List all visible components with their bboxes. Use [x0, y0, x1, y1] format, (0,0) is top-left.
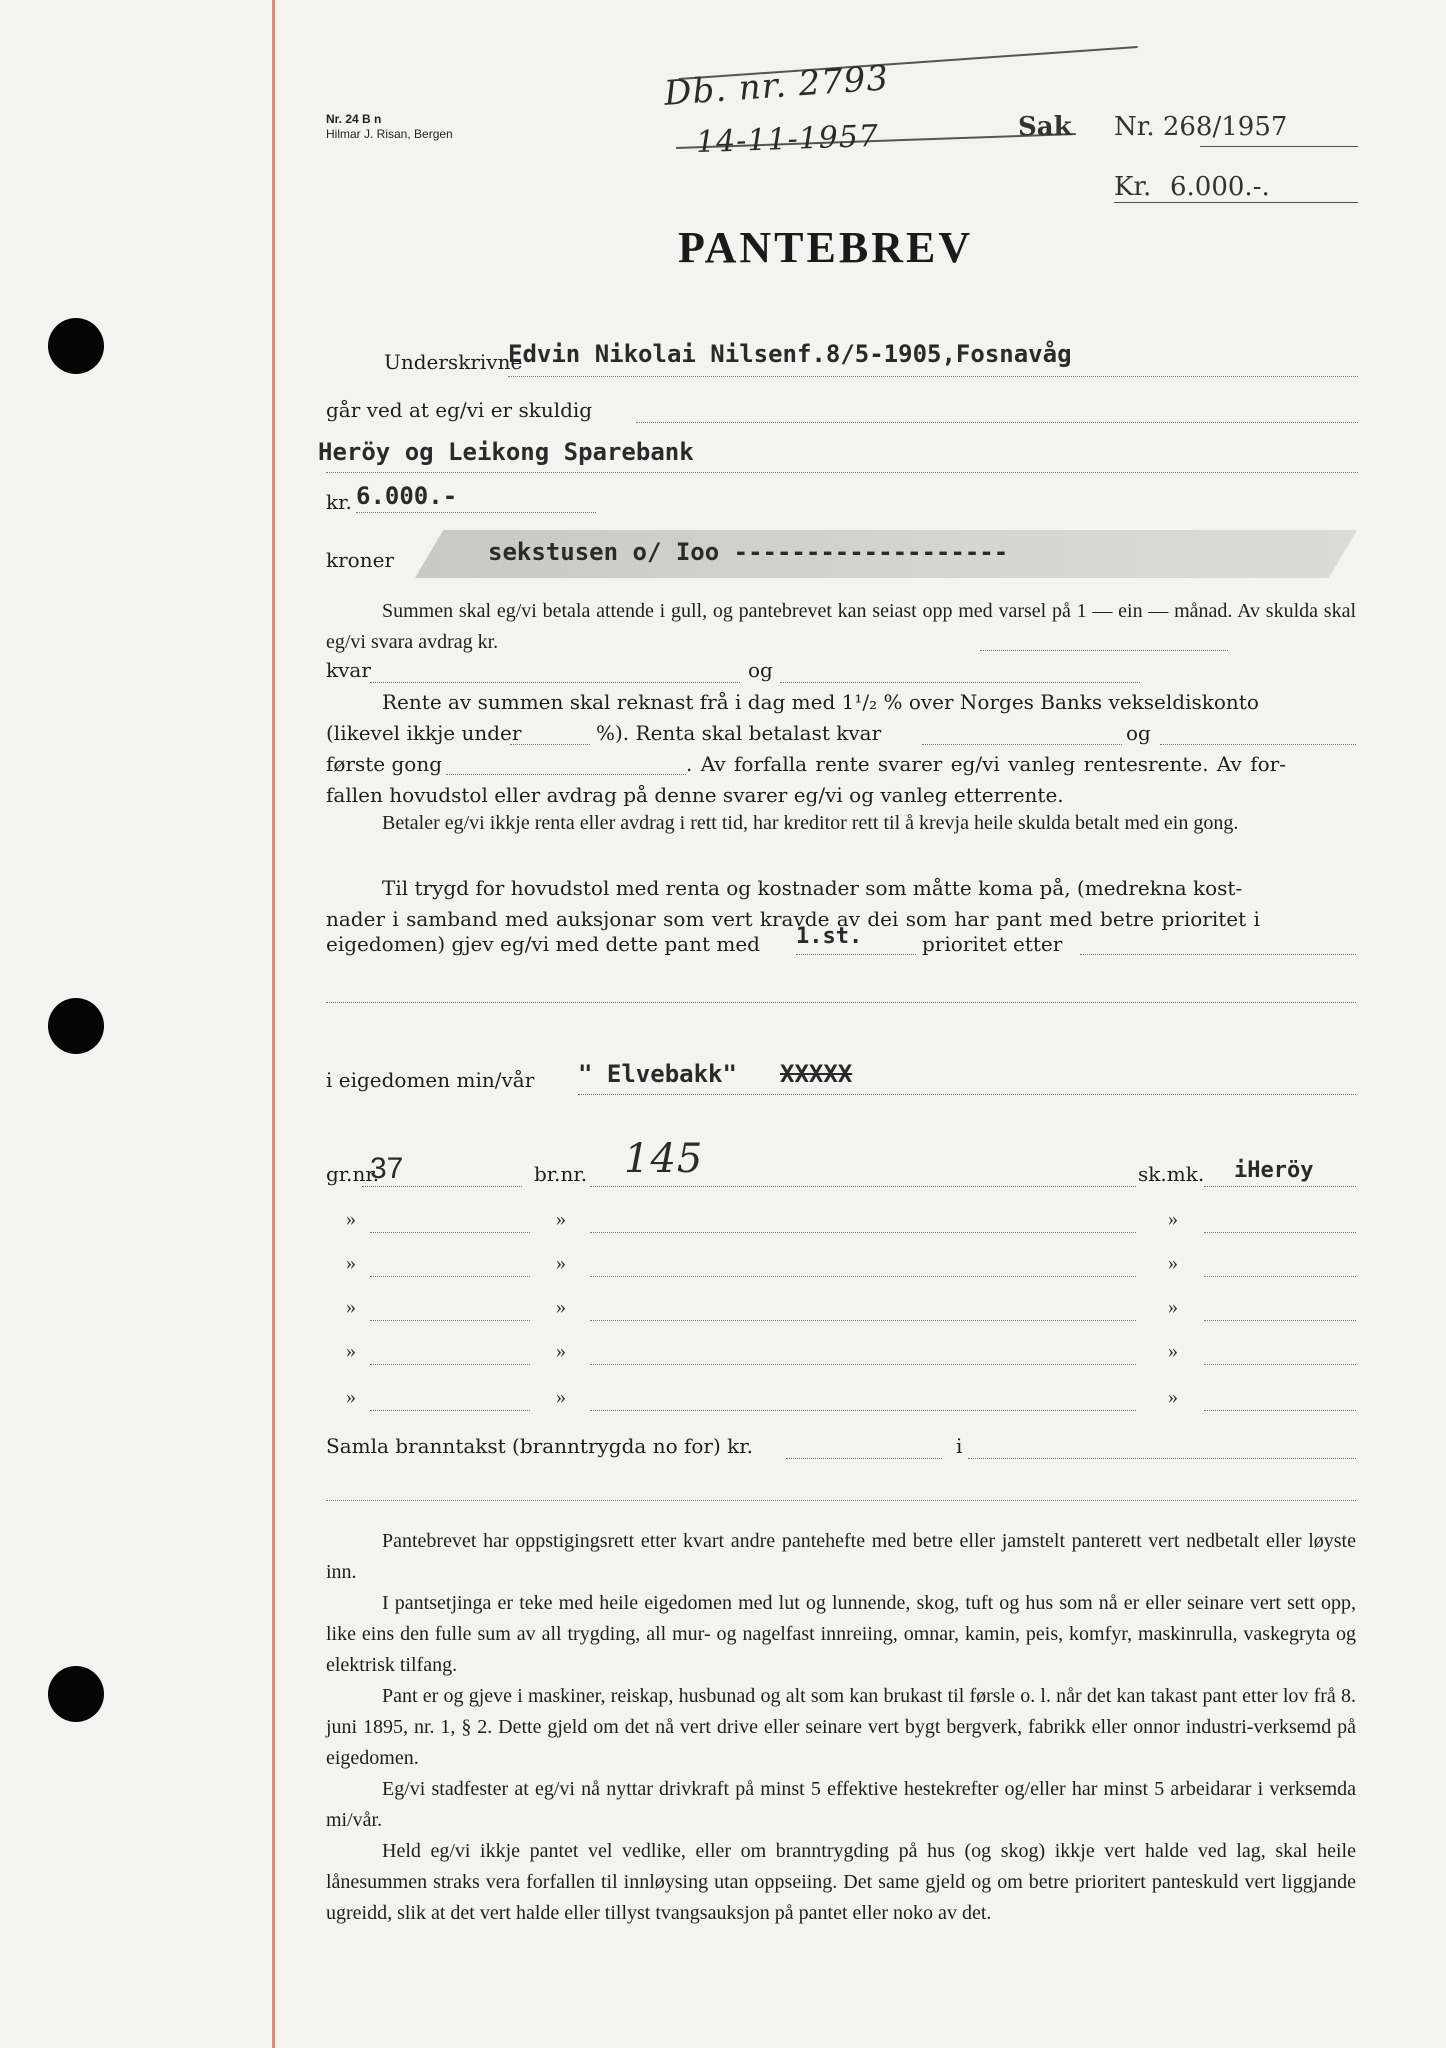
kroner-label: kroner	[326, 548, 394, 572]
dotted-line	[578, 1094, 1356, 1095]
form-number: Nr. 24 B n	[326, 112, 382, 126]
dotted-line	[590, 1320, 1136, 1321]
dotted-line	[968, 1458, 1356, 1459]
security-line1: Til trygd for hovudstol med renta og kostnader som måtte koma på, (medrekna kost-	[382, 876, 1243, 900]
dotted-line	[508, 376, 1358, 377]
dotted-line	[590, 1232, 1136, 1233]
sak-label: Sak	[1018, 112, 1072, 142]
dotted-line	[356, 512, 596, 513]
underskrivne-label: Underskrivne	[384, 350, 523, 374]
struck-text: XXXXX	[780, 1060, 853, 1088]
paragraph-text: Betaler eg/vi ikkje renta eller avdrag i rett tid, har kreditor rett til å krevja heile skulda betalt med ein gong.	[382, 812, 1239, 834]
dotted-line	[370, 1364, 530, 1365]
interest-line2a: (likevel ikkje under	[326, 721, 522, 745]
dotted-line	[1204, 1320, 1356, 1321]
paragraph-advancement: Pantebrevet har oppstigingsrett etter kvart andre pantehefte med betre eller jamstelt panterett vert nedbetalt eller løyste inn.	[326, 1530, 1356, 1583]
ditto-mark: »	[556, 1386, 566, 1408]
document-number-handwritten: Db. nr. 2793	[662, 58, 891, 114]
dotted-line	[326, 472, 1358, 473]
dotted-line	[1080, 954, 1356, 955]
paragraph-inclusions: I pantsetjinga er teke med heile eigedomen med lut og lunnende, skog, tuft og hus som nå er eller seinare vert sett opp, like eins den fulle sum av all trygding, all mur- og nagelfast innreiing, omnar, kamin, peis, komfyr, maskinrulla, vaskegryta og elektrisk tilfang.	[326, 1592, 1356, 1676]
punch-hole	[48, 1666, 104, 1722]
ditto-mark: »	[1168, 1252, 1178, 1274]
grnr-label: gr.nr.	[326, 1162, 380, 1186]
dotted-line	[362, 1186, 522, 1187]
punch-hole	[48, 318, 104, 374]
debtor-name: Edvin Nikolai Nilsenf.8/5-1905,Fosnavåg	[508, 340, 1072, 368]
ditto-mark: »	[556, 1340, 566, 1362]
kr-label: kr.	[326, 490, 352, 514]
og-label: og	[748, 658, 773, 682]
ditto-mark: »	[346, 1296, 356, 1318]
page-title: PANTEBREV	[678, 223, 974, 272]
branntakst-label: Samla branntakst (branntrygda no for) kr.	[326, 1434, 753, 1458]
ditto-mark: »	[556, 1296, 566, 1318]
dotted-line	[370, 1232, 530, 1233]
kvar-label: kvar	[326, 658, 371, 682]
interest-line4: fallen hovudstol eller avdrag på denne svarer eg/vi og vanleg etterrente.	[326, 783, 1064, 807]
paragraph-default	[326, 808, 1356, 839]
dotted-line	[590, 1276, 1136, 1277]
ditto-mark: »	[346, 1208, 356, 1230]
printer-info	[326, 112, 453, 142]
dotted-line	[590, 1410, 1136, 1411]
paragraph-machinery: Pant er og gjeve i maskiner, reiskap, husbunad og alt som kan brukast til førsle o. l. når det kan takast pant etter lov frå 8. juni 1895, nr. 1, § 2. Dette gjeld om det nå vert drive eller seinare vert bygt bergverk, fabrikk eller onnor industri-verksemd på eigedomen.	[326, 1685, 1356, 1769]
ditto-mark: »	[346, 1340, 356, 1362]
dotted-line	[590, 1186, 1136, 1187]
skmk-value: iHeröy	[1234, 1158, 1314, 1183]
dotted-line	[326, 1002, 1356, 1003]
security-line3a: eigedomen) gjev eg/vi med dette pant med	[326, 932, 760, 956]
interest-line1: Rente av summen skal reknast frå i dag med 1¹/₂ % over Norges Banks vekseldiskonto	[382, 690, 1259, 714]
amount-underline	[1114, 202, 1358, 203]
date-handwritten: 14-11-1957	[695, 118, 880, 161]
interest-line2b: %). Renta skal betalast kvar	[596, 721, 882, 745]
ditto-mark: »	[556, 1252, 566, 1274]
ditto-mark: »	[346, 1252, 356, 1274]
ditto-mark: »	[1168, 1340, 1178, 1362]
dotted-line	[1204, 1364, 1356, 1365]
paragraph-maintenance: Held eg/vi ikkje pantet vel vedlike, eller om branntrygding på hus (og skog) ikkje vert halde ved lag, skal heile lånesummen straks vera forfallen til innløysing utan oppseiing. Det same gjeld og om betre prioritert panteskuld vert liggjande ugreidd, slik at det vert halde eller tillyst tvangsauksjon på pantet eller noko av det.	[326, 1840, 1356, 1924]
publisher: Hilmar J. Risan, Bergen	[326, 127, 453, 141]
dotted-line	[590, 1364, 1136, 1365]
paragraph-text: Summen skal eg/vi betala attende i gull, og pantebrevet kan seiast opp med varsel på 1 — ein — månad. Av skulda skal eg/vi svara avdrag kr.	[326, 600, 1356, 653]
amount-label: Kr.	[1114, 172, 1152, 202]
dotted-line	[1204, 1232, 1356, 1233]
dotted-line	[370, 1320, 530, 1321]
interest-line3a: første gong	[326, 752, 443, 776]
paragraph-repayment	[326, 596, 1356, 658]
ditto-mark: »	[1168, 1386, 1178, 1408]
dotted-line	[370, 682, 740, 683]
creditor-name: Heröy og Leikong Sparebank	[318, 438, 694, 466]
dotted-line	[922, 744, 1122, 745]
interest-line2c: og	[1126, 721, 1151, 745]
interest-line3b: . Av forfalla rente svarer eg/vi vanleg rentesrente. Av for-	[686, 752, 1286, 776]
margin-line	[272, 0, 275, 2048]
dotted-line	[1160, 744, 1356, 745]
security-line2: nader i samband med auksjonar som vert kravde av dei som har pant med betre prioritet i	[326, 907, 1260, 931]
dotted-line	[980, 650, 1228, 651]
brnr-label: br.nr.	[534, 1162, 588, 1186]
dotted-line	[446, 774, 686, 775]
dotted-line	[1204, 1276, 1356, 1277]
ditto-mark: »	[556, 1208, 566, 1230]
kr-value: 6.000.-	[356, 482, 458, 510]
ditto-mark: »	[1168, 1296, 1178, 1318]
paragraph-terms	[326, 1526, 1356, 1929]
sak-number: Nr. 268/1957	[1114, 112, 1288, 142]
brnr-value: 145	[624, 1136, 704, 1182]
dotted-line	[780, 682, 1140, 683]
dotted-line	[370, 1410, 530, 1411]
ditto-mark: »	[1168, 1208, 1178, 1230]
dotted-line	[636, 422, 1358, 423]
security-line3b: prioritet etter	[922, 932, 1063, 956]
dotted-line	[370, 1276, 530, 1277]
priority-value: 1.st.	[796, 924, 863, 949]
amount-value: 6.000.-.	[1170, 172, 1270, 202]
property-label: i eigedomen min/vår	[326, 1068, 535, 1092]
amount-in-words: sekstusen o/ Ioo -------------------	[488, 538, 1009, 566]
paragraph-horsepower: Eg/vi stadfester at eg/vi nå nyttar drivkraft på minst 5 effektive hestekrefter og/eller har minst 5 arbeidarar i verksemda mi/vår.	[326, 1778, 1356, 1831]
dotted-line	[1204, 1410, 1356, 1411]
dotted-line	[510, 744, 590, 745]
ditto-mark: »	[346, 1386, 356, 1408]
branntakst-i-label: i	[956, 1434, 963, 1458]
skuldig-label: går ved at eg/vi er skuldig	[326, 398, 593, 422]
dotted-line	[1204, 1186, 1356, 1187]
dotted-line	[326, 1500, 1356, 1501]
punch-hole	[48, 998, 104, 1054]
sak-underline	[1200, 146, 1358, 147]
grnr-value: 37	[370, 1152, 404, 1185]
property-name: " Elvebakk"	[578, 1060, 737, 1088]
skmk-label: sk.mk.	[1138, 1162, 1205, 1186]
dotted-line	[796, 954, 916, 955]
dotted-line	[786, 1458, 942, 1459]
